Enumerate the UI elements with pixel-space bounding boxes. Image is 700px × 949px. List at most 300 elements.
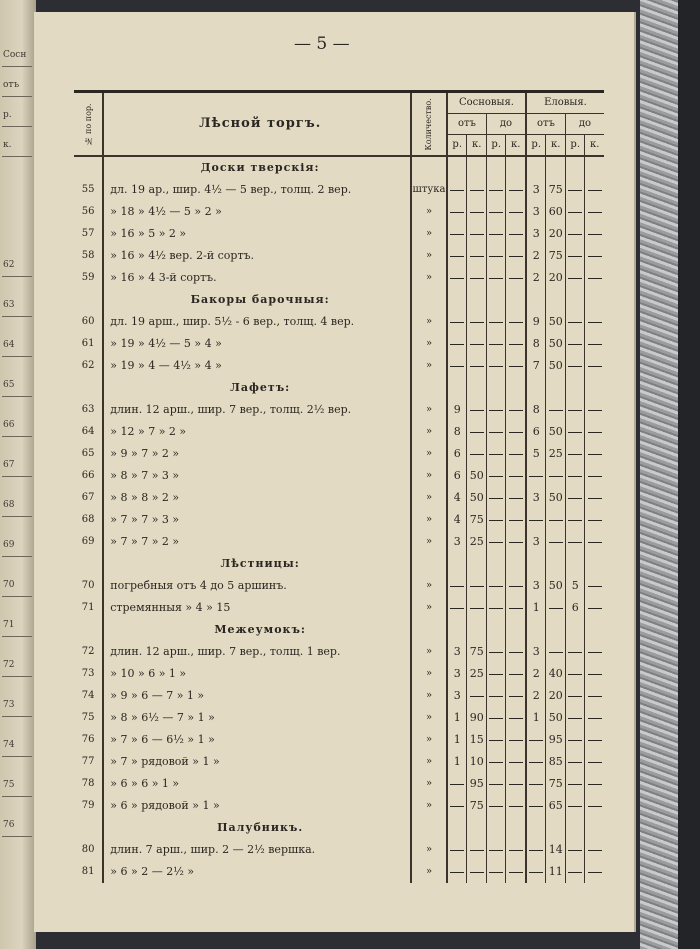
dash-mark <box>450 872 464 873</box>
dash-mark <box>568 366 582 367</box>
price-cell <box>546 289 566 311</box>
book-cover-edge <box>678 0 700 949</box>
price-cell-dash <box>565 663 585 685</box>
dash-mark <box>509 410 523 411</box>
row-number: 74 <box>74 685 103 707</box>
price-cell-dash <box>486 707 506 729</box>
row-number: 58 <box>74 245 103 267</box>
dash-mark <box>450 608 464 609</box>
unit-k: к. <box>546 134 566 156</box>
dash-mark <box>470 366 484 367</box>
dash-mark <box>588 674 602 675</box>
price-cell-dash <box>585 487 604 509</box>
row-description: » 16 » 4 3-й сортъ. <box>110 271 217 284</box>
dash-mark <box>450 278 464 279</box>
left-page-fragment: 69 <box>3 540 15 550</box>
price-cell-dash <box>585 333 604 355</box>
unit-r: р. <box>565 134 585 156</box>
row-quantity <box>411 156 447 179</box>
price-cell-dash <box>526 773 546 795</box>
price-cell: 15 <box>467 729 487 751</box>
row-number: 69 <box>74 531 103 553</box>
dash-mark <box>568 256 582 257</box>
table-row <box>74 575 604 597</box>
price-cell-dash <box>506 729 526 751</box>
dash-mark <box>529 850 543 851</box>
dash-mark <box>470 234 484 235</box>
row-number: 78 <box>74 773 103 795</box>
price-cell-dash <box>506 641 526 663</box>
dash-mark <box>588 322 602 323</box>
row-number <box>74 553 103 575</box>
price-cell <box>447 619 467 641</box>
dash-mark <box>470 454 484 455</box>
price-cell <box>486 619 506 641</box>
left-page-fragment: 68 <box>3 500 15 510</box>
dash-mark <box>509 586 523 587</box>
price-cell-dash <box>506 179 526 201</box>
dash-mark <box>588 212 602 213</box>
dash-mark <box>588 542 602 543</box>
table-row <box>74 333 604 355</box>
price-cell <box>565 377 585 399</box>
price-cell-dash <box>546 465 566 487</box>
row-quantity: » <box>411 201 447 223</box>
price-cell-dash <box>467 333 487 355</box>
row-description: » 9 » 7 » 2 » <box>110 447 180 460</box>
price-cell: 50 <box>467 465 487 487</box>
price-cell-dash <box>506 839 526 861</box>
dash-mark <box>549 652 563 653</box>
unit-r: р. <box>486 134 506 156</box>
price-cell <box>585 289 604 311</box>
price-cell: 6 <box>565 597 585 619</box>
row-quantity: » <box>411 421 447 443</box>
row-number <box>74 289 103 311</box>
table-row <box>74 751 604 773</box>
price-cell: 65 <box>546 795 566 817</box>
price-cell-dash <box>506 245 526 267</box>
price-cell-dash <box>467 839 487 861</box>
dash-mark <box>549 520 563 521</box>
price-cell-dash <box>585 443 604 465</box>
price-cell-dash <box>447 245 467 267</box>
price-cell <box>486 377 506 399</box>
header-quantity: Количество. <box>411 92 447 157</box>
price-cell <box>565 619 585 641</box>
row-number: 65 <box>74 443 103 465</box>
row-quantity: » <box>411 773 447 795</box>
table-row <box>74 663 604 685</box>
dash-mark <box>489 652 503 653</box>
header-pine-from: отъ <box>447 114 487 135</box>
row-description: дл. 19 арш., шир. 5½ - 6 вер., толщ. 4 вер. <box>110 315 355 328</box>
price-cell: 20 <box>546 223 566 245</box>
left-page-fragment: 62 <box>3 260 15 270</box>
row-quantity: » <box>411 861 447 883</box>
dash-mark <box>470 608 484 609</box>
price-cell: 50 <box>546 355 566 377</box>
price-cell: 4 <box>447 509 467 531</box>
row-description: » 6 » рядовой » 1 » <box>110 799 220 812</box>
unit-r: р. <box>447 134 467 156</box>
price-cell: 50 <box>546 575 566 597</box>
row-quantity <box>411 619 447 641</box>
left-page-fragment: 76 <box>3 820 15 830</box>
price-table <box>74 90 604 883</box>
row-quantity <box>411 817 447 839</box>
page-number: — 5 — <box>294 34 350 54</box>
dash-mark <box>588 454 602 455</box>
price-cell-dash <box>467 685 487 707</box>
dash-mark <box>509 432 523 433</box>
price-cell: 1 <box>526 597 546 619</box>
dash-mark <box>509 762 523 763</box>
table-row <box>74 861 604 883</box>
row-number: 55 <box>74 179 103 201</box>
header-spruce-to: до <box>565 114 604 135</box>
price-cell: 4 <box>447 487 467 509</box>
dash-mark <box>588 432 602 433</box>
price-cell-dash <box>565 685 585 707</box>
table-row <box>74 729 604 751</box>
dash-mark <box>509 542 523 543</box>
price-cell <box>467 156 487 179</box>
dash-mark <box>568 674 582 675</box>
price-cell-dash <box>565 311 585 333</box>
dash-mark <box>450 850 464 851</box>
price-cell: 3 <box>526 179 546 201</box>
row-quantity: » <box>411 333 447 355</box>
price-cell-dash <box>585 465 604 487</box>
row-description: длин. 7 арш., шир. 2 — 2½ вершка. <box>110 843 316 856</box>
table-row <box>74 245 604 267</box>
price-cell-dash <box>506 333 526 355</box>
price-cell-dash <box>585 707 604 729</box>
row-number: 67 <box>74 487 103 509</box>
row-quantity: » <box>411 707 447 729</box>
row-number: 56 <box>74 201 103 223</box>
price-cell-dash <box>565 531 585 553</box>
price-cell-dash <box>585 575 604 597</box>
price-cell: 90 <box>467 707 487 729</box>
dash-mark <box>489 190 503 191</box>
row-number: 68 <box>74 509 103 531</box>
dash-mark <box>489 234 503 235</box>
row-description: стремянныя » 4 » 15 <box>110 601 231 614</box>
price-cell-dash <box>565 223 585 245</box>
price-cell: 50 <box>546 421 566 443</box>
dash-mark <box>489 806 503 807</box>
price-cell: 3 <box>447 641 467 663</box>
price-cell <box>486 156 506 179</box>
price-cell-dash <box>546 531 566 553</box>
price-cell-dash <box>585 245 604 267</box>
price-cell: 1 <box>447 729 467 751</box>
row-quantity: » <box>411 663 447 685</box>
dash-mark <box>588 850 602 851</box>
dash-mark <box>470 850 484 851</box>
price-cell <box>467 817 487 839</box>
price-cell-dash <box>447 311 467 333</box>
price-cell-dash <box>486 839 506 861</box>
price-cell: 2 <box>526 245 546 267</box>
price-cell-dash <box>467 399 487 421</box>
price-cell <box>467 289 487 311</box>
section-row <box>74 619 604 641</box>
row-quantity: » <box>411 223 447 245</box>
dash-mark <box>489 410 503 411</box>
price-cell <box>565 553 585 575</box>
price-cell-dash <box>467 267 487 289</box>
row-quantity: » <box>411 795 447 817</box>
row-number: 66 <box>74 465 103 487</box>
price-cell: 40 <box>546 663 566 685</box>
price-cell <box>526 156 546 179</box>
table-row <box>74 267 604 289</box>
dash-mark <box>509 520 523 521</box>
dash-mark <box>509 234 523 235</box>
price-cell-dash <box>486 487 506 509</box>
left-page-fragment: 64 <box>3 340 15 350</box>
price-cell-dash <box>585 421 604 443</box>
dash-mark <box>529 476 543 477</box>
price-cell-dash <box>506 575 526 597</box>
price-cell: 95 <box>467 773 487 795</box>
dash-mark <box>509 344 523 345</box>
dash-mark <box>489 322 503 323</box>
dash-mark <box>450 344 464 345</box>
dash-mark <box>509 278 523 279</box>
price-cell: 1 <box>447 707 467 729</box>
section-row <box>74 553 604 575</box>
left-page-fragment: 75 <box>3 780 15 790</box>
row-description: » 7 » рядовой » 1 » <box>110 755 220 768</box>
price-cell <box>486 553 506 575</box>
price-cell: 3 <box>526 223 546 245</box>
section-title: Доски тверскія: <box>200 161 320 174</box>
row-quantity <box>411 377 447 399</box>
dash-mark <box>470 696 484 697</box>
dash-mark <box>489 520 503 521</box>
left-page-rule <box>2 316 32 317</box>
row-quantity: » <box>411 465 447 487</box>
row-description: » 8 » 8 » 2 » <box>110 491 180 504</box>
price-cell-dash <box>447 201 467 223</box>
price-cell-dash <box>565 443 585 465</box>
price-cell-dash <box>506 751 526 773</box>
price-cell <box>467 619 487 641</box>
price-cell-dash <box>467 597 487 619</box>
price-cell <box>585 553 604 575</box>
dash-mark <box>489 344 503 345</box>
left-page-rule <box>2 276 32 277</box>
dash-mark <box>450 784 464 785</box>
row-number: 81 <box>74 861 103 883</box>
dash-mark <box>568 872 582 873</box>
row-description: » 7 » 7 » 2 » <box>110 535 180 548</box>
left-page-rule <box>2 516 32 517</box>
header-spruce-from: отъ <box>526 114 566 135</box>
price-cell: 20 <box>546 267 566 289</box>
dash-mark <box>568 762 582 763</box>
section-title: Бакоры барочныя: <box>190 293 330 306</box>
dash-mark <box>489 454 503 455</box>
left-page-fragment: 70 <box>3 580 15 590</box>
dash-mark <box>588 256 602 257</box>
price-cell <box>546 377 566 399</box>
table-row <box>74 201 604 223</box>
header-number: № по пор. <box>74 92 103 157</box>
dash-mark <box>588 520 602 521</box>
row-description: дл. 19 ар., шир. 4½ — 5 вер., толщ. 2 вер. <box>110 183 352 196</box>
table-row <box>74 509 604 531</box>
price-cell <box>585 377 604 399</box>
dash-mark <box>549 542 563 543</box>
price-cell-dash <box>506 443 526 465</box>
dash-mark <box>588 234 602 235</box>
price-cell: 3 <box>526 575 546 597</box>
price-cell-dash <box>486 509 506 531</box>
dash-mark <box>509 608 523 609</box>
price-cell-dash <box>565 201 585 223</box>
price-cell-dash <box>506 795 526 817</box>
price-cell-dash <box>486 861 506 883</box>
header-title: Лѣсной торгъ. <box>103 92 411 157</box>
dash-mark <box>470 322 484 323</box>
price-cell <box>506 156 526 179</box>
price-cell <box>467 553 487 575</box>
price-cell-dash <box>486 311 506 333</box>
price-cell-dash <box>467 311 487 333</box>
price-cell-dash <box>546 597 566 619</box>
dash-mark <box>489 212 503 213</box>
price-cell: 75 <box>467 641 487 663</box>
price-cell-dash <box>447 575 467 597</box>
dash-mark <box>588 410 602 411</box>
price-cell-dash <box>565 707 585 729</box>
left-page-rule <box>2 556 32 557</box>
price-cell-dash <box>565 861 585 883</box>
dash-mark <box>568 498 582 499</box>
price-cell: 1 <box>447 751 467 773</box>
dash-mark <box>568 718 582 719</box>
price-cell-dash <box>585 729 604 751</box>
left-page-rule <box>2 796 32 797</box>
price-cell-dash <box>447 839 467 861</box>
price-cell-dash <box>486 663 506 685</box>
table-row <box>74 443 604 465</box>
dash-mark <box>450 212 464 213</box>
row-quantity: » <box>411 641 447 663</box>
dash-mark <box>509 256 523 257</box>
dash-mark <box>568 322 582 323</box>
row-quantity: » <box>411 751 447 773</box>
left-page-rule <box>2 836 32 837</box>
table-row <box>74 465 604 487</box>
left-page-fragment: 73 <box>3 700 15 710</box>
price-cell-dash <box>506 597 526 619</box>
dash-mark <box>509 740 523 741</box>
dash-mark <box>489 740 503 741</box>
price-cell: 7 <box>526 355 546 377</box>
price-cell: 50 <box>546 487 566 509</box>
left-page-rule <box>2 676 32 677</box>
dash-mark <box>450 190 464 191</box>
price-cell-dash <box>565 795 585 817</box>
row-number: 61 <box>74 333 103 355</box>
dash-mark <box>489 476 503 477</box>
left-page-fragment: отъ <box>3 80 20 90</box>
row-number: 71 <box>74 597 103 619</box>
price-cell-dash <box>486 773 506 795</box>
table-row <box>74 355 604 377</box>
dash-mark <box>549 476 563 477</box>
header-pine: Сосновыя. <box>447 92 526 114</box>
price-cell <box>447 553 467 575</box>
dash-mark <box>470 278 484 279</box>
dash-mark <box>568 542 582 543</box>
price-cell-dash <box>526 795 546 817</box>
price-cell: 3 <box>447 685 467 707</box>
left-page-rule <box>2 636 32 637</box>
price-cell-dash <box>585 839 604 861</box>
row-number <box>74 817 103 839</box>
row-quantity: » <box>411 729 447 751</box>
dash-mark <box>470 410 484 411</box>
price-cell-dash <box>486 223 506 245</box>
row-quantity <box>411 289 447 311</box>
table-row <box>74 773 604 795</box>
dash-mark <box>489 762 503 763</box>
row-quantity: » <box>411 685 447 707</box>
dash-mark <box>489 608 503 609</box>
price-cell: 25 <box>467 531 487 553</box>
price-cell <box>447 817 467 839</box>
price-cell-dash <box>506 311 526 333</box>
price-cell: 3 <box>447 531 467 553</box>
table-row <box>74 641 604 663</box>
unit-k: к. <box>585 134 604 156</box>
dash-mark <box>509 872 523 873</box>
row-description: » 16 » 4½ вер. 2-й сортъ. <box>110 249 255 262</box>
section-row <box>74 377 604 399</box>
price-cell-dash <box>546 399 566 421</box>
dash-mark <box>450 586 464 587</box>
price-cell-dash <box>447 795 467 817</box>
price-cell: 85 <box>546 751 566 773</box>
price-cell-dash <box>565 641 585 663</box>
price-cell: 20 <box>546 685 566 707</box>
dash-mark <box>568 652 582 653</box>
price-cell: 75 <box>467 795 487 817</box>
price-cell-dash <box>565 267 585 289</box>
dash-mark <box>568 278 582 279</box>
price-cell-dash <box>506 773 526 795</box>
dash-mark <box>588 872 602 873</box>
price-cell-dash <box>486 443 506 465</box>
price-cell-dash <box>565 245 585 267</box>
price-cell-dash <box>447 333 467 355</box>
price-cell-dash <box>506 487 526 509</box>
price-cell-dash <box>467 223 487 245</box>
price-cell-dash <box>467 443 487 465</box>
price-cell-dash <box>486 751 506 773</box>
section-row <box>74 817 604 839</box>
price-cell-dash <box>467 201 487 223</box>
dash-mark <box>588 190 602 191</box>
dash-mark <box>529 784 543 785</box>
